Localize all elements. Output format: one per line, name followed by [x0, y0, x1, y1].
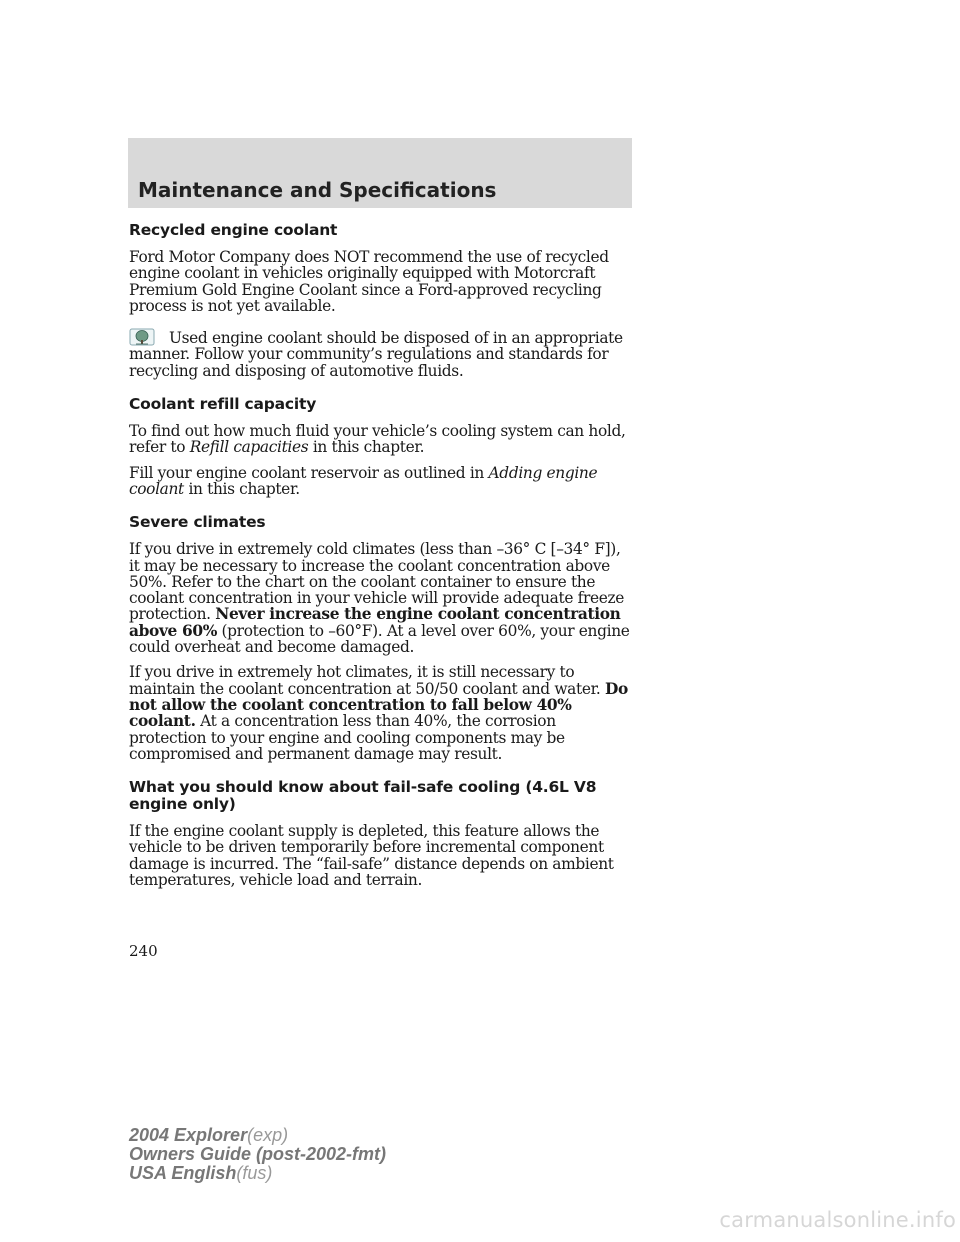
footer-model-code: (exp) — [247, 1125, 289, 1145]
page-content — [129, 222, 635, 897]
text-segment: At a concentration less than 40%, the corrosion protection to your engine and cooling components may be compromised and permanent damage may result. — [129, 712, 565, 763]
paragraph-recycled-coolant: Ford Motor Company does NOT recommend the use of recycled engine coolant in vehicles originally equipped with Motorcraft Premium Gold Engine Coolant since a Ford-approved recycling process is not yet available. — [129, 248, 609, 315]
footer-line-guide — [129, 1145, 386, 1164]
text-segment: If you drive in extremely cold climates (less than –36° C [–34° F]), it may be necessary to increase the coolant concentration above 50%. Refer to the chart on the coolant container to ensure the coolant concentration in your vehicle will provide adequate freeze protection. — [129, 540, 625, 624]
footer-language: USA English — [129, 1163, 237, 1183]
paragraph-cold-climates — [129, 541, 635, 655]
text-segment: in this chapter. — [308, 438, 425, 457]
heading-fail-safe-cooling: What you should know about fail-safe cooling (4.6L V8 engine only) — [129, 778, 597, 814]
heading-severe-climates: Severe climates — [129, 513, 266, 532]
footer-guide: Owners Guide (post-2002-fmt) — [129, 1144, 387, 1164]
environment-tree-icon — [129, 328, 155, 346]
paragraph-fail-safe-cooling: If the engine coolant supply is depleted, this feature allows the vehicle to be driven temporarily before incremental component damage is incurred. The “fail-safe” distance depends on ambient temperatures, vehicle load and terrain. — [129, 822, 614, 890]
text-segment: in this chapter. — [183, 479, 300, 498]
section-header-band — [128, 138, 632, 208]
warning-min-concentration: Do not allow the coolant concentration to fall below 40% coolant. — [129, 679, 628, 731]
reference-adding-engine-coolant: Adding engine coolant — [129, 463, 598, 498]
section-title: Maintenance and Specifications — [138, 178, 497, 202]
environment-note — [129, 328, 635, 379]
paragraph-hot-climates — [129, 664, 635, 762]
heading-refill-capacity: Coolant refill capacity — [129, 395, 317, 414]
paragraph-refill-capacity — [129, 423, 635, 456]
text-segment: Fill your engine coolant reservoir as outlined in — [129, 463, 489, 482]
footer-line-language — [129, 1164, 386, 1183]
paragraph-fill-reservoir — [129, 465, 635, 498]
watermark: carmanualsonline.info — [719, 1208, 956, 1232]
environment-note-text: Used engine coolant should be disposed of in an appropriate manner. Follow your community’s regulations and standards for recycling and disposing of automotive fluids. — [129, 329, 623, 380]
page-number: 240 — [129, 942, 158, 960]
warning-max-concentration: Never increase the engine coolant concentration above 60% — [129, 605, 621, 640]
footer-line-model — [129, 1126, 386, 1145]
text-segment: (protection to –60°F). At a level over 60%, your engine could overheat and become damaged. — [129, 621, 630, 657]
reference-refill-capacities: Refill capacities — [189, 438, 309, 457]
heading-recycled-coolant: Recycled engine coolant — [129, 221, 338, 239]
footer-language-code: (fus) — [236, 1163, 273, 1183]
footer-model: 2004 Explorer — [129, 1125, 248, 1145]
text-segment: If you drive in extremely hot climates, it is still necessary to maintain the coolant concentration at 50/50 coolant and water. — [129, 663, 605, 698]
text-segment: To find out how much fluid your vehicle’s cooling system can hold, refer to — [129, 422, 626, 457]
document-footer — [129, 1126, 386, 1183]
